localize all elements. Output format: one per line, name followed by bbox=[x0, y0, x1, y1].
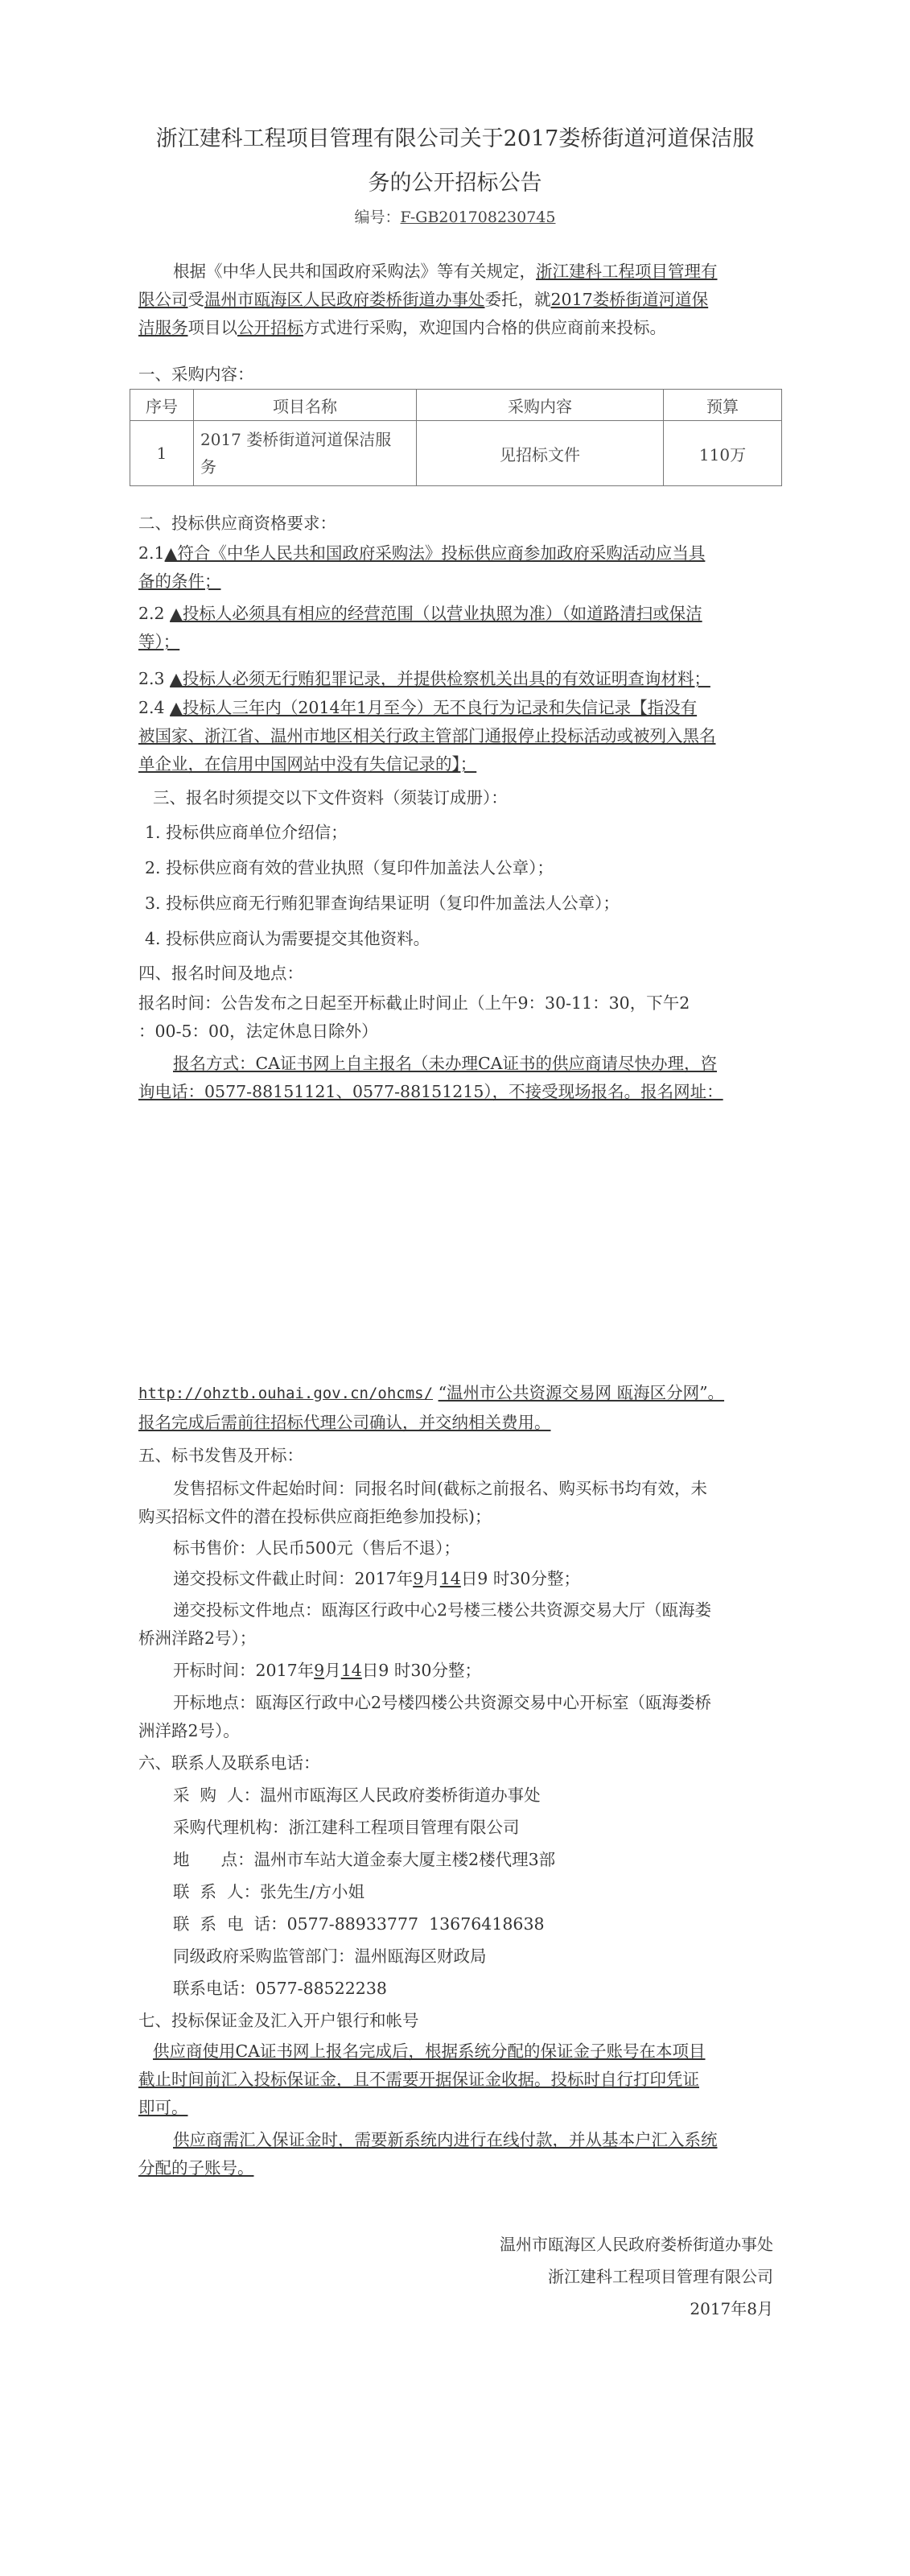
document-code bbox=[0, 205, 910, 227]
supervision-phone: 联系电话：0577-88522238 bbox=[173, 1979, 387, 1998]
deposit-p1-line-1: 供应商使用CA证书网上报名完成后，根据系统分配的保证金子账号在本项目 bbox=[153, 2041, 706, 2061]
intro-line-3: 洁服务项目以公开招标方式进行采购，欢迎国内合格的供应商前来投标。 bbox=[138, 318, 666, 337]
cell-name: 2017 娄桥街道河道保洁服 务 bbox=[194, 421, 417, 486]
cell-no: 1 bbox=[130, 421, 194, 486]
opening-place-line-1: 开标地点：瓯海区行政中心2号楼四楼公共资源交易中心开标室（瓯海娄桥 bbox=[173, 1693, 712, 1712]
header-name: 项目名称 bbox=[194, 390, 417, 421]
section-6-heading: 六、联系人及联系电话： bbox=[138, 1753, 320, 1773]
intro-line-1: 根据《中华人民共和国政府采购法》等有关规定，浙江建科工程项目管理有 bbox=[173, 262, 718, 281]
intro-line-2: 限公司受温州市瓯海区人民政府娄桥街道办事处委托，就2017娄桥街道河道保 bbox=[138, 290, 709, 309]
title-line-1: 浙江建科工程项目管理有限公司关于2017娄桥街道河道保洁服 bbox=[155, 126, 755, 151]
header-content: 采购内容 bbox=[417, 390, 664, 421]
cell-budget: 110万 bbox=[664, 421, 782, 486]
registration-after-note: 报名完成后需前往招标代理公司确认，并交纳相关费用。 bbox=[138, 1413, 551, 1432]
opening-time: 开标时间：2017年9月14日9 时30分整； bbox=[173, 1661, 481, 1680]
table-row bbox=[130, 421, 782, 486]
bid-place-line-2: 桥洲洋路2号）； bbox=[138, 1629, 257, 1648]
contact-address: 地 点：温州市车站大道金泰大厦主楼2楼代理3部 bbox=[173, 1850, 556, 1869]
requirement-2-3: 2.3 ▲投标人必须无行贿犯罪记录，并提供检察机关出具的有效证明查询材料； bbox=[138, 669, 710, 688]
doc-item-2: 2. 投标供应商有效的营业执照（复印件加盖法人公章）； bbox=[145, 858, 554, 877]
sale-start-line-2: 购买招标文件的潜在投标供应商拒绝参加投标)； bbox=[138, 1507, 492, 1526]
cell-content: 见招标文件 bbox=[417, 421, 664, 486]
registration-url-line bbox=[138, 1379, 724, 1403]
section-4-heading: 四、报名时间及地点： bbox=[138, 964, 303, 983]
registration-time-line-1: 报名时间：公告发布之日起至开标截止时间止（上午9：30-11：30，下午2 bbox=[138, 993, 690, 1013]
section-3-heading: 三、报名时须提交以下文件资料（须装订成册）： bbox=[153, 788, 508, 807]
section-5-heading: 五、标书发售及开标： bbox=[138, 1446, 303, 1465]
deposit-p1-line-2: 截止时间前汇入投标保证金，且不需要开据保证金收据。投标时自行打印凭证 bbox=[138, 2070, 699, 2089]
requirement-2-4-line-2: 被国家、浙江省、温州市地区相关行政主管部门通报停止投标活动或被列入黑名 bbox=[138, 726, 716, 745]
registration-url-site-name: “温州市公共资源交易网 瓯海区分网”。 bbox=[438, 1383, 725, 1402]
contact-person: 联 系 人：张先生/方小姐 bbox=[173, 1882, 364, 1901]
contact-purchaser: 采 购 人：温州市瓯海区人民政府娄桥街道办事处 bbox=[173, 1785, 541, 1805]
table-header-row bbox=[130, 390, 782, 421]
supervision-department: 同级政府采购监管部门：温州瓯海区财政局 bbox=[173, 1946, 487, 1966]
bid-place-line-1: 递交投标文件地点：瓯海区行政中心2号楼三楼公共资源交易大厅（瓯海娄 bbox=[173, 1600, 712, 1620]
registration-method-line-2: 询电话：0577-88151121、0577-88151215），不接受现场报名。报名网址： bbox=[138, 1082, 723, 1101]
signature-org-1: 温州市瓯海区人民政府娄桥街道办事处 bbox=[500, 2235, 773, 2254]
doc-item-4: 4. 投标供应商认为需要提交其他资料。 bbox=[145, 929, 430, 948]
signature-date: 2017年8月 bbox=[690, 2299, 773, 2318]
registration-time-line-2: ：00-5：00，法定休息日除外） bbox=[138, 1022, 378, 1041]
bid-deadline: 递交投标文件截止时间：2017年9月14日9 时30分整； bbox=[173, 1569, 580, 1588]
deposit-p2-line-2: 分配的子账号。 bbox=[138, 2158, 254, 2178]
deposit-p1-line-3: 即可。 bbox=[138, 2098, 188, 2117]
section-2-heading: 二、投标供应商资格要求： bbox=[138, 514, 336, 533]
opening-place-line-2: 洲洋路2号）。 bbox=[138, 1721, 240, 1740]
requirement-2-1-line-2: 备的条件； bbox=[138, 572, 221, 591]
requirement-2-2-line-2: 等）； bbox=[138, 632, 180, 651]
requirement-2-1-line-1: 2.1▲符合《中华人民共和国政府采购法》投标供应商参加政府采购活动应当具 bbox=[138, 543, 706, 563]
title-line-2: 务的公开招标公告 bbox=[368, 171, 542, 196]
deposit-p2-line-1: 供应商需汇入保证金时，需要新系统内进行在线付款，并从基本户汇入系统 bbox=[173, 2130, 718, 2149]
section-1-heading: 一、采购内容： bbox=[138, 365, 254, 384]
code-label: 编号： bbox=[354, 208, 401, 226]
contact-phone: 联 系 电 话：0577-88933777 13676418638 bbox=[173, 1914, 545, 1934]
section-7-heading: 七、投标保证金及汇入开户银行和帐号 bbox=[138, 2011, 419, 2030]
doc-item-3: 3. 投标供应商无行贿犯罪查询结果证明（复印件加盖法人公章）； bbox=[145, 894, 620, 913]
procurement-table bbox=[130, 389, 782, 486]
header-budget: 预算 bbox=[664, 390, 782, 421]
code-value: F-GB201708230745 bbox=[400, 208, 556, 226]
header-no: 序号 bbox=[130, 390, 194, 421]
signature-org-2: 浙江建科工程项目管理有限公司 bbox=[548, 2267, 773, 2286]
requirement-2-2-line-1: 2.2 ▲投标人必须具有相应的经营范围（以营业执照为准）（如道路清扫或保洁 bbox=[138, 604, 702, 623]
requirement-2-4-line-3: 单企业，在信用中国网站中没有失信记录的】； bbox=[138, 754, 477, 774]
requirement-2-4-line-1: 2.4 ▲投标人三年内（2014年1月至今）无不良行为记录和失信记录【指没有 bbox=[138, 698, 698, 717]
registration-url-link[interactable]: http://ohztb.ouhai.gov.cn/ohcms/ bbox=[138, 1385, 434, 1402]
doc-item-1: 1. 投标供应商单位介绍信； bbox=[145, 823, 348, 842]
registration-method-line-1: 报名方式：CA证书网上自主报名（未办理CA证书的供应商请尽快办理，咨 bbox=[173, 1054, 717, 1073]
contact-agency: 采购代理机构：浙江建科工程项目管理有限公司 bbox=[173, 1818, 520, 1837]
sale-price: 标书售价：人民币500元（售后不退）； bbox=[173, 1538, 460, 1558]
sale-start-line-1: 发售招标文件起始时间：同报名时间(截标之前报名、购买标书均有效，未 bbox=[173, 1479, 707, 1498]
